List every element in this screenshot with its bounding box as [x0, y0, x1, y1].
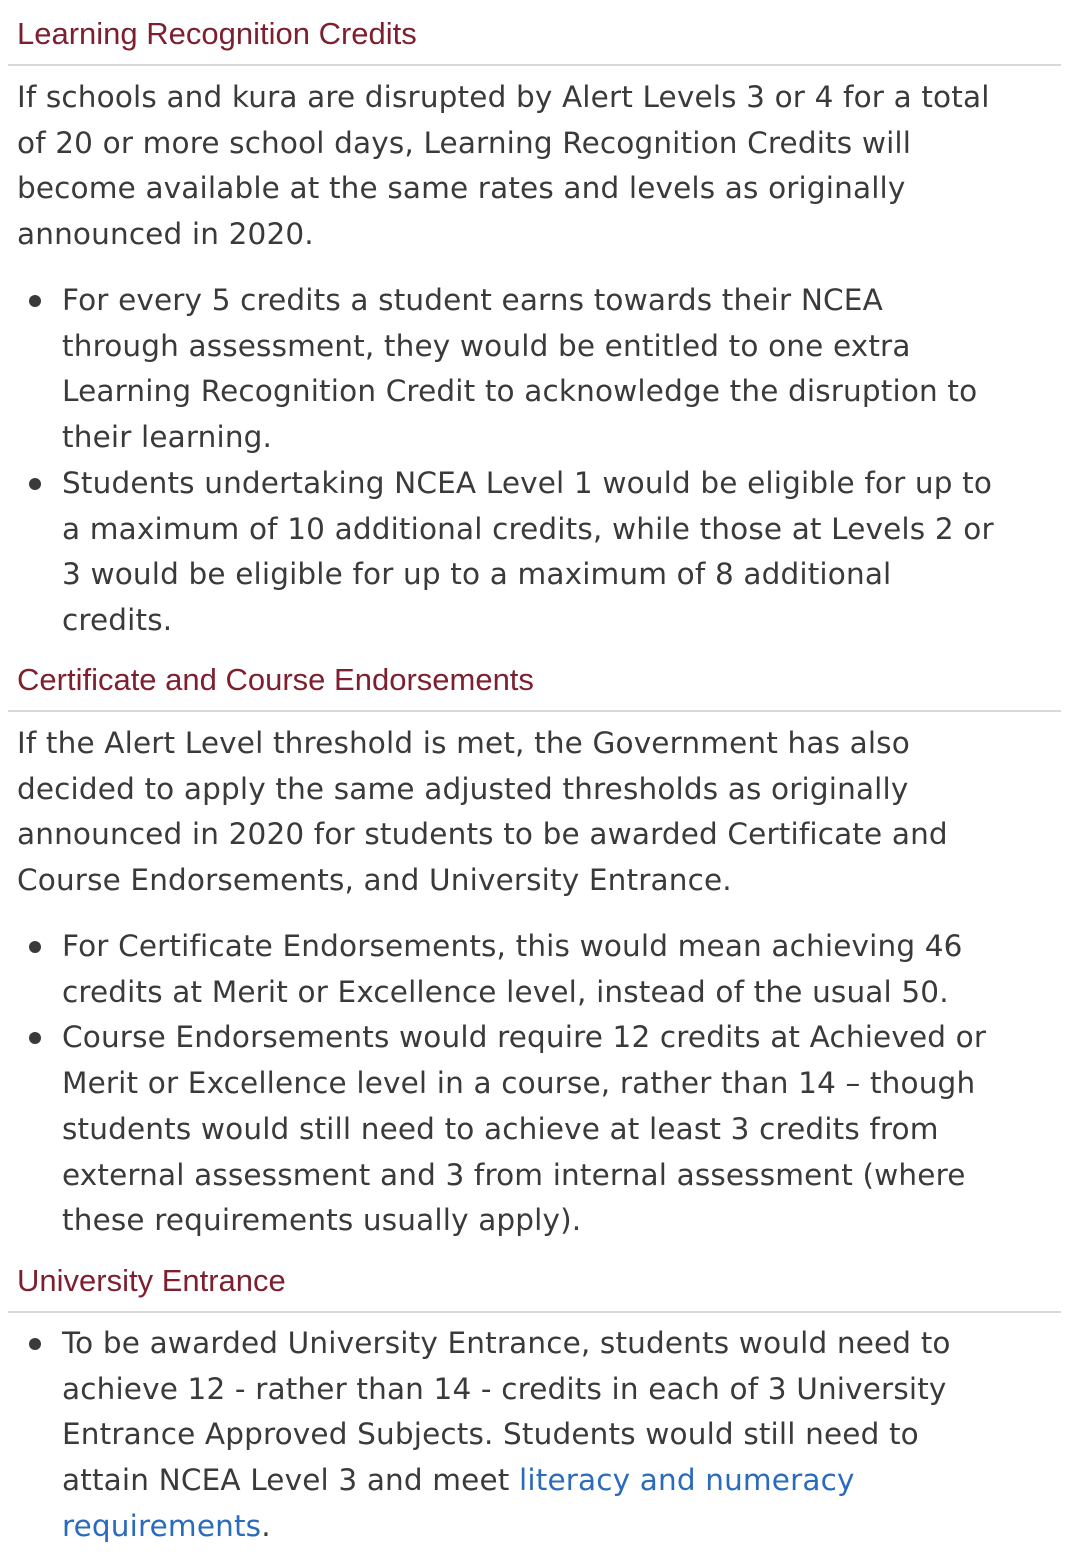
- paragraph-endorsements-intro: [17, 721, 1067, 904]
- paragraph-learning-recognition-intro: [17, 75, 1067, 258]
- list-item: [0, 1015, 1071, 1244]
- bullet-dot-icon: [29, 1338, 41, 1350]
- text-line: external assessment and 3 from internal assessment (where: [62, 1157, 966, 1192]
- text-line: Students undertaking NCEA Level 1 would be eligible for up to: [62, 465, 993, 500]
- literacy-numeracy-link[interactable]: literacy and numeracy: [519, 1463, 855, 1498]
- text-line: a maximum of 10 additional credits, while those at Levels 2 or: [62, 511, 994, 546]
- text-line: For Certificate Endorsements, this would mean achieving 46: [62, 929, 963, 963]
- literacy-numeracy-link-continued[interactable]: requirements: [62, 1508, 262, 1543]
- heading-university-entrance: University Entrance: [8, 1261, 1061, 1313]
- text-line: [62, 1504, 1071, 1550]
- text-line: credits.: [62, 602, 173, 637]
- bullet-dot-icon: [29, 295, 41, 307]
- list-item: [0, 461, 1071, 644]
- text-line: become available at the same rates and levels as originally: [17, 171, 906, 206]
- text-line: Entrance Approved Subjects. Students would still need to: [62, 1417, 919, 1452]
- text-line: these requirements usually apply).: [62, 1203, 582, 1238]
- bullet-list-endorsements: [0, 924, 1071, 1244]
- text-line: If the Alert Level threshold is met, the Government has also: [17, 726, 910, 760]
- heading-learning-recognition-credits: Learning Recognition Credits: [8, 14, 1061, 66]
- text-line: Learning Recognition Credit to acknowledge the disruption to: [62, 374, 978, 409]
- text-segment: attain NCEA Level 3 and meet: [62, 1463, 520, 1498]
- heading-certificate-course-endorsements: Certificate and Course Endorsements: [8, 660, 1061, 712]
- text-line: achieve 12 - rather than 14 - credits in each of 3 University: [62, 1371, 947, 1406]
- text-line: announced in 2020.: [17, 217, 314, 252]
- text-line: Course Endorsements would require 12 credits at Achieved or: [62, 1020, 987, 1055]
- bullet-list-learning-recognition: [0, 278, 1071, 644]
- list-item: [0, 924, 1071, 1015]
- text-line: 3 would be eligible for up to a maximum of 8 additional: [62, 557, 892, 592]
- text-line: announced in 2020 for students to be awarded Certificate and: [17, 817, 948, 852]
- text-line: their learning.: [62, 420, 273, 455]
- text-segment: .: [261, 1508, 271, 1543]
- text-line: through assessment, they would be entitled to one extra: [62, 328, 911, 363]
- text-line: To be awarded University Entrance, students would need to: [62, 1326, 951, 1360]
- text-line: credits at Merit or Excellence level, instead of the usual 50.: [62, 974, 949, 1009]
- text-line: of 20 or more school days, Learning Recognition Credits will: [17, 125, 912, 160]
- bullet-dot-icon: [29, 1032, 41, 1044]
- text-line: [62, 1458, 1071, 1504]
- text-line: students would still need to achieve at least 3 credits from: [62, 1111, 939, 1146]
- bullet-dot-icon: [29, 478, 41, 490]
- text-line: If schools and kura are disrupted by Alert Levels 3 or 4 for a total: [17, 80, 990, 114]
- list-item: [0, 1321, 1071, 1550]
- text-line: Merit or Excellence level in a course, rather than 14 – though: [62, 1066, 976, 1101]
- text-line: For every 5 credits a student earns towards their NCEA: [62, 283, 883, 317]
- bullet-dot-icon: [29, 941, 41, 953]
- list-item: [0, 278, 1071, 461]
- text-line: decided to apply the same adjusted thresholds as originally: [17, 771, 909, 806]
- bullet-list-university-entrance: [0, 1321, 1071, 1550]
- text-line: Course Endorsements, and University Entrance.: [17, 863, 732, 898]
